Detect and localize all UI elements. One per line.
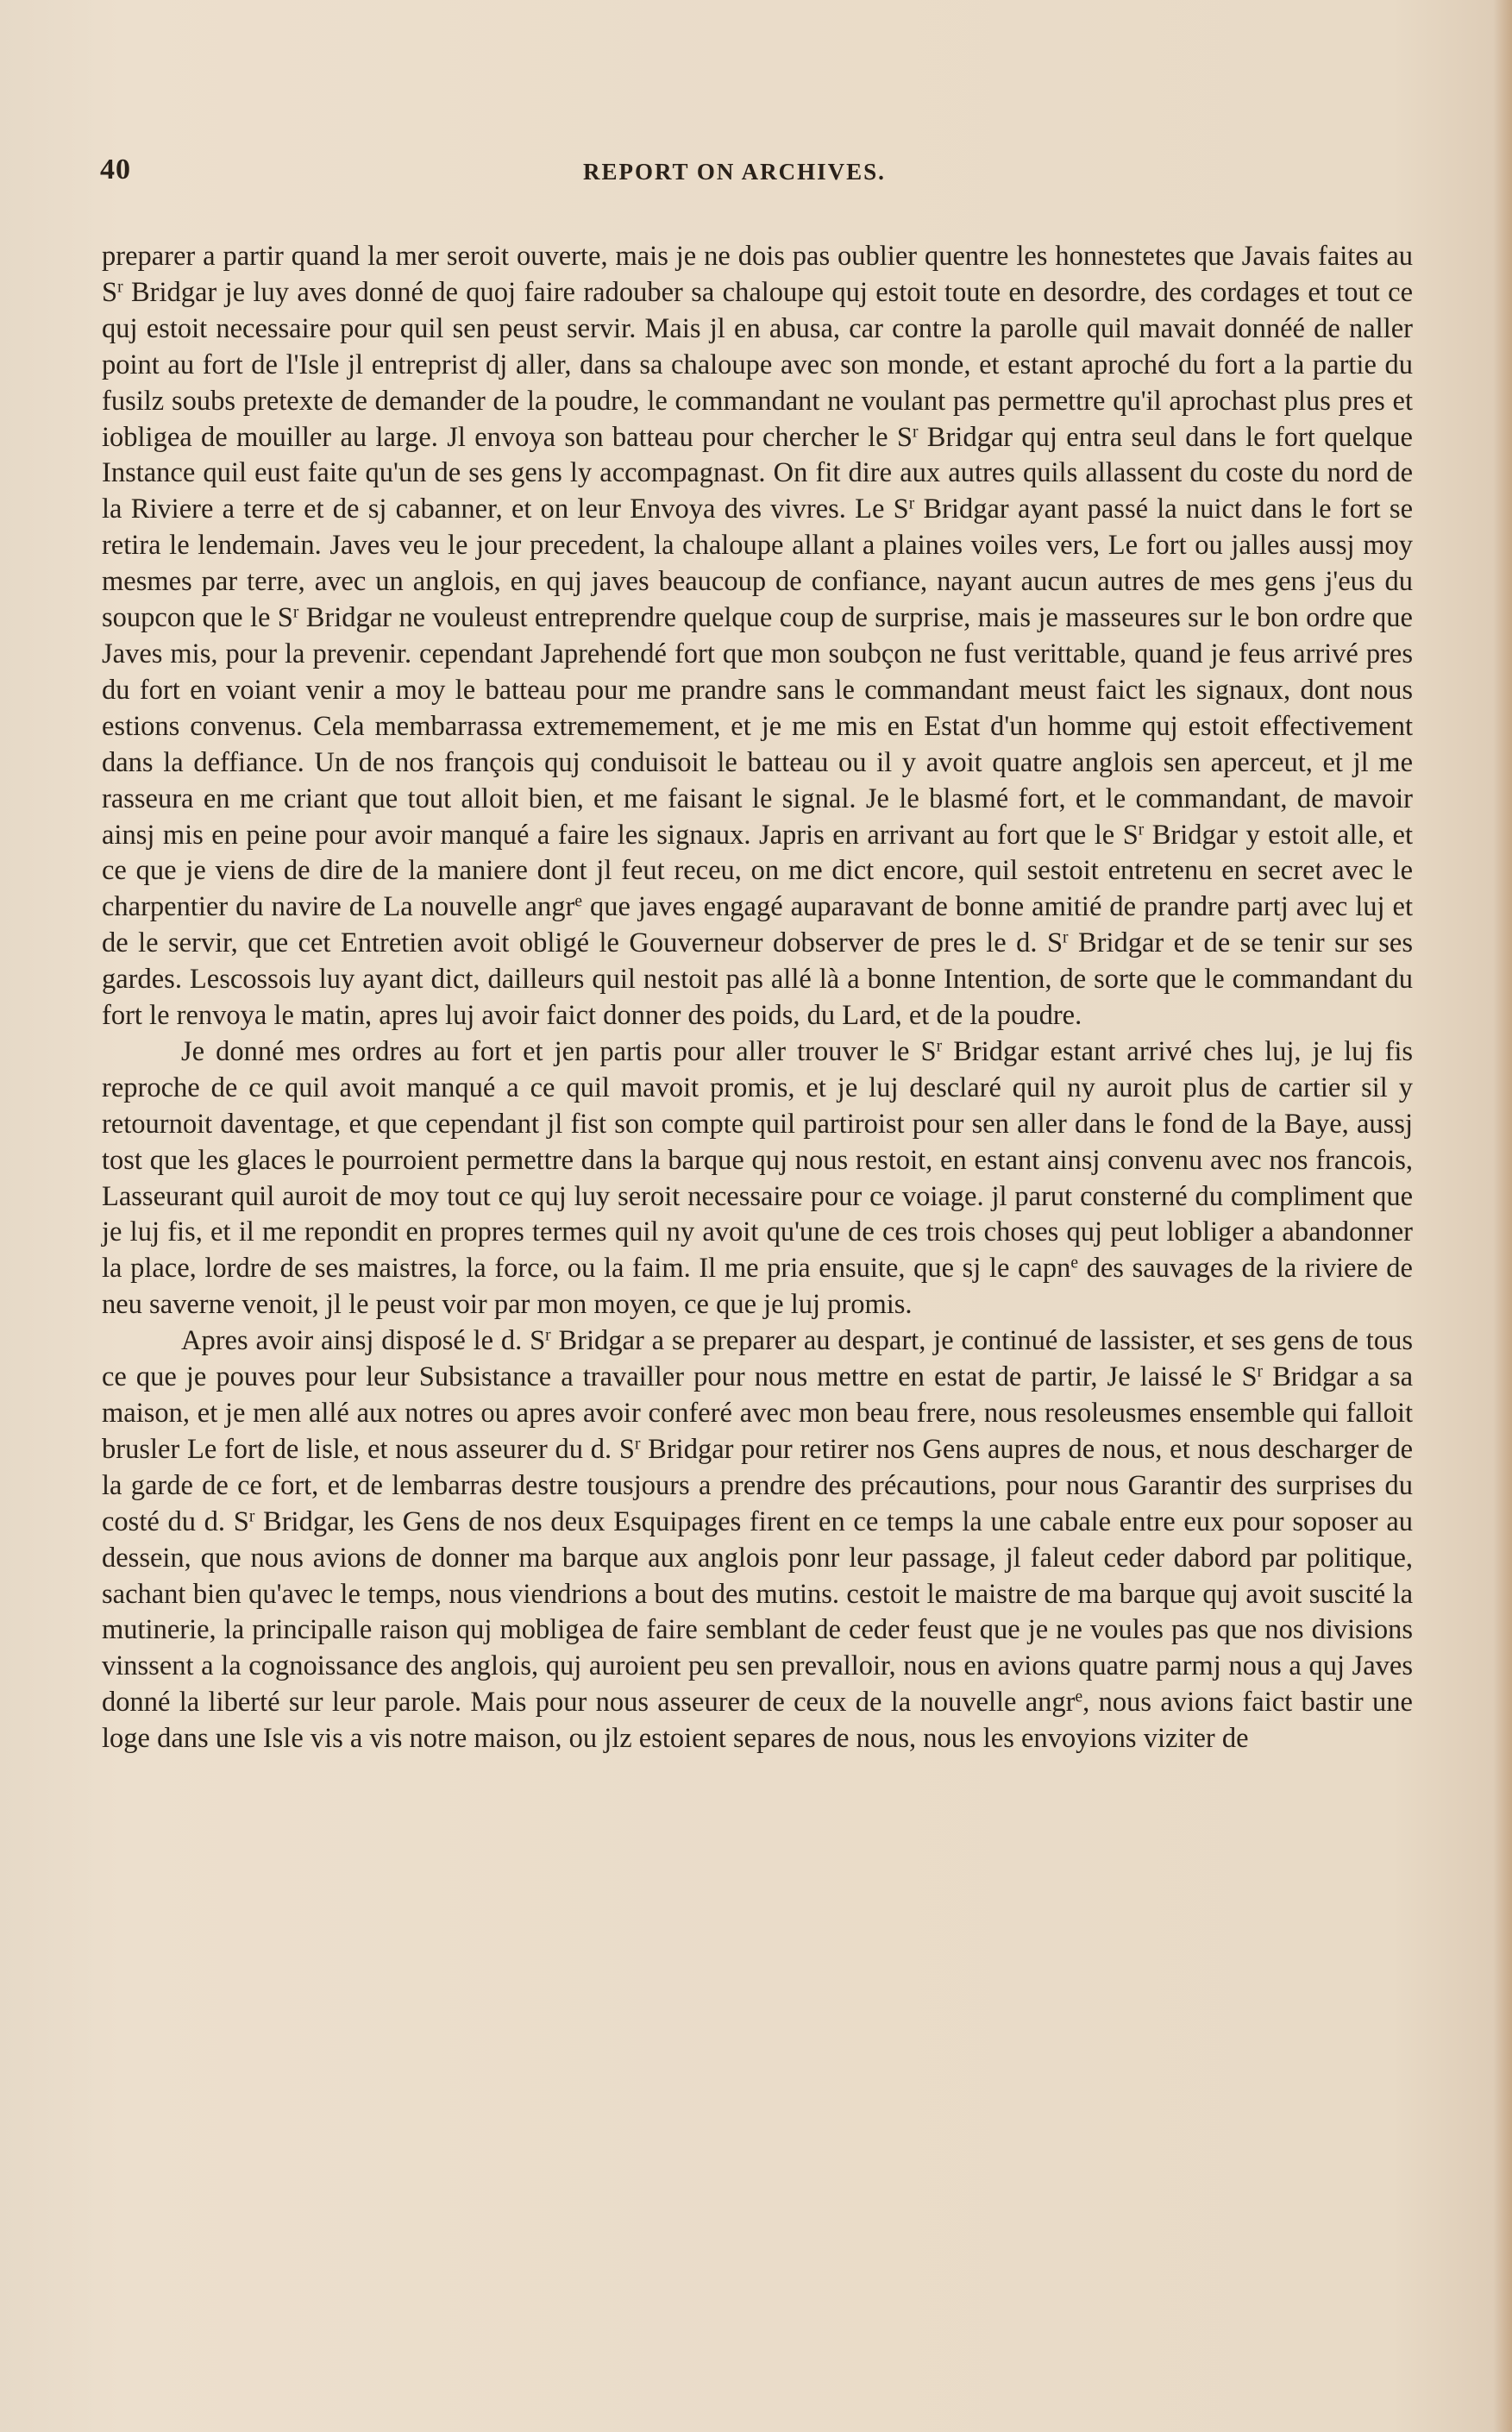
page-edge-shadow bbox=[1493, 0, 1512, 2432]
text-run: Apres avoir ainsj disposé le d. S bbox=[181, 1325, 546, 1357]
text-run: preparer a partir quand la mer seroit ouverte, mais je ne dois pas oublier quentre les honnestetes que Javais faites au S bbox=[102, 241, 1413, 308]
paragraph bbox=[102, 1323, 1413, 1757]
superscript: e bbox=[574, 892, 582, 911]
text-run: Je donné mes ordres au fort et jen partis pour aller trouver le S bbox=[181, 1035, 937, 1067]
superscript: r bbox=[908, 494, 915, 513]
text-run: Bridgar ne vouleust entreprendre quelque coup de surprise, mais je masseures sur le bon ordre que Javes mis, pour la prevenir. cependant Japrehendé fort que mon soubçon ne fust verittable, quand je feus arrivé pres du fort en voiant venir a moy le batteau pour me prandre sans le commandant meust faict les signaux, dont nous estions convenus. Cela membarrassa extrememement, et je me mis en Estat d'un homme quj estoit effectivement dans la deffiance. Un de nos françois quj conduisoit le batteau ou il y avoit quatre anglois sen aperceut, et jl me rasseura en me criant que tout alloit bien, et me faisant le signal. Je le blasmé fort, et le commandant, de mavoir ainsj mis en peine pour avoir manqué a faire les signaux. Japris en arrivant au fort que le S bbox=[102, 602, 1413, 851]
superscript: r bbox=[1063, 928, 1069, 947]
text-run: Bridgar a sa maison, et je men allé aux notres ou apres avoir conferé avec mon beau frere, nous resoleusmes ensemble qui falloit brusler Le fort de lisle, et nous asseurer du d. S bbox=[102, 1361, 1413, 1465]
text-run: des sauvages de la riviere de neu saverne venoit, jl le peust voir par mon moyen, ce que je luj promis. bbox=[102, 1253, 1413, 1321]
superscript: r bbox=[1257, 1362, 1264, 1381]
superscript: r bbox=[936, 1037, 943, 1056]
text-run: Bridgar pour retirer nos Gens aupres de nous, et nous descharger de la garde de ce fort, et de lembarras destre tousjours a prendre des précautions, pour nous Garantir des surprises du costé du d. S bbox=[102, 1433, 1414, 1537]
superscript: r bbox=[117, 278, 123, 297]
superscript: r bbox=[1138, 820, 1145, 839]
superscript: r bbox=[545, 1326, 551, 1345]
running-head: REPORT ON ARCHIVES. bbox=[583, 159, 886, 185]
paragraph bbox=[102, 1034, 1413, 1323]
superscript: r bbox=[292, 603, 299, 622]
superscript: r bbox=[912, 422, 919, 441]
body-text bbox=[102, 239, 1413, 1757]
text-run: Bridgar estant arrivé ches luj, je luj fis reproche de ce quil avoit manqué a ce quil mavoit promis, et je luj desclaré quil ny auroit plus de cartier sil y retournoit daventage, et que cependant jl fist son compte quil partiroist pour sen aller dans le fond de la Baye, aussj tost que les glaces le pourroient permettre dans la barque quj nous restoit, en estant ainsj convenu avec nos francois, Lasseurant quil auroit de moy tout ce quj luy seroit necessaire pour ce voiage. jl parut consterné du compliment que je luj fis, et il me repondit en propres termes quil ny avoit qu'une de ces trois choses quj peut lobliger a abandonner la place, lordre de ses maistres, la force, ou la faim. Il me pria ensuite, que sj le capn bbox=[102, 1035, 1414, 1285]
superscript: r bbox=[248, 1507, 255, 1525]
page-number: 40 bbox=[100, 154, 131, 185]
text-run: que javes engagé auparavant de bonne amitié de prandre partj avec luj et de le servir, que cet Entretien avoit obligé le Gouverneur dobserver de pres le d. S bbox=[102, 891, 1413, 959]
text-run: Bridgar quj entra seul dans le fort quelque Instance quil eust faite qu'un de ses gens ly accompagnast. On fit dire aux autres quils allassent du coste du nord de la Riviere a terre et de sj cabanner, et on leur Envoya des vivres. Le S bbox=[102, 421, 1413, 525]
text-run: Bridgar ayant passé la nuict dans le fort se retira le lendemain. Javes veu le jour precedent, la chaloupe allant a plaines voiles vers, Le fort ou jalles aussj moy mesmes par terre, avec un anglois, en quj javes beaucoup de confiance, nayant aucun autres de mes gens j'eus du soupcon que le S bbox=[102, 493, 1413, 634]
text-run: Bridgar y estoit alle, et ce que je viens de dire de la maniere dont jl feut receu, on me dict encore, quil sestoit entretenu en secret avec le charpentier du navire de La nouvelle angr bbox=[102, 819, 1413, 923]
text-run: , nous avions faict bastir une loge dans une Isle vis a vis notre maison, ou jlz estoient separes de nous, nous les envoyions viziter de bbox=[102, 1687, 1413, 1755]
superscript: e bbox=[1070, 1254, 1079, 1273]
text-run: Bridgar, les Gens de nos deux Esquipages firent en ce temps la une cabale entre eux pour soposer au dessein, que nous avions de donner ma barque aux anglois ponr leur passage, jl faleut ceder dabord par politique, sachant bien qu'avec le temps, nous viendrions a bout des mutins. cestoit le maistre de ma barque quj avoit suscité la mutinerie, la principalle raison quj mobligea de faire semblant de ceder feust que je ne voules pas que nos divisions vinssent a la cognoissance des anglois, quj auroient peu sen prevalloir, nous en avions quatre parmj nous a quj Javes donné la liberté sur leur parole. Mais pour nous asseurer de ceux de la nouvelle angr bbox=[102, 1505, 1413, 1719]
superscript: r bbox=[634, 1435, 641, 1454]
page-header bbox=[100, 154, 1420, 197]
text-run: Bridgar et de se tenir sur ses gardes. Lescossois luy ayant dict, dailleurs quil nestoit pas allé là a bonne Intention, de sorte que le commandant du fort le renvoya le matin, apres luj avoir faict donner des poids, du Lard, et de la poudre. bbox=[102, 927, 1413, 1032]
text-run: Bridgar je luy aves donné de quoj faire radouber sa chaloupe quj estoit toute en desordre, des cordages et tout ce quj estoit necessaire pour quil sen peust servir. Mais jl en abusa, car contre la parolle quil mavait donnéé de naller point au fort de l'Isle jl entreprist dj aller, dans sa chaloupe avec son monde, et estant aproché du fort a la partie du fusilz soubs pretexte de demander de la poudre, le commandant ne voulant pas permettre qu'il aprochast plus pres et iobligea de mouiller au large. Jl envoya son batteau pour chercher le S bbox=[102, 276, 1413, 453]
paragraph bbox=[102, 239, 1413, 1034]
text-run: Bridgar a se preparer au despart, je continué de lassister, et ses gens de tous ce que je pouves pour leur Subsistance a travailler pour nous mettre en estat de partir, Je laissé le S bbox=[102, 1325, 1413, 1393]
superscript: e bbox=[1075, 1687, 1083, 1706]
